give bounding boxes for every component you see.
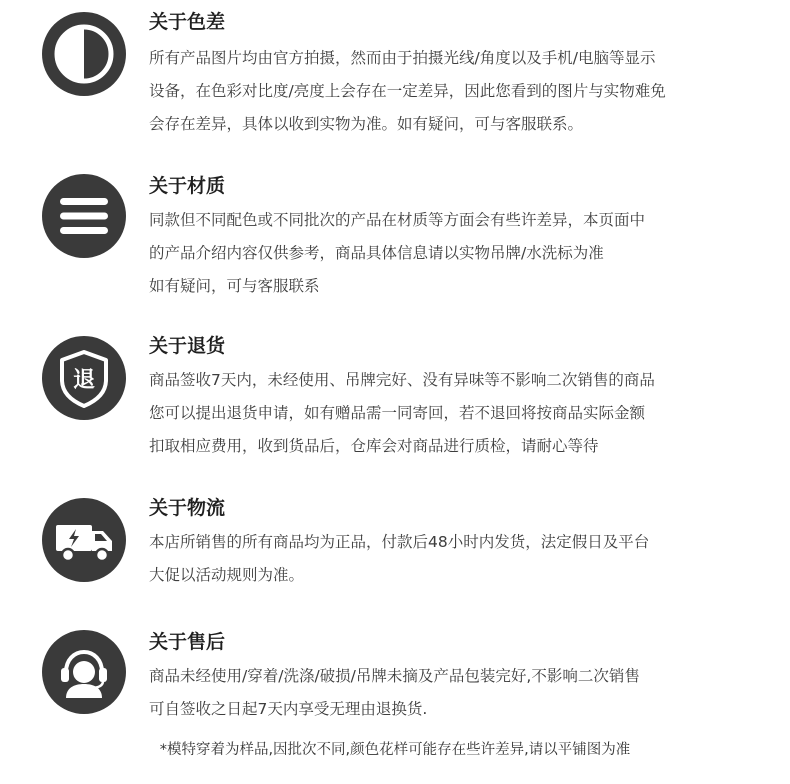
section-text-line: 商品未经使用/穿着/洗涤/破损/吊牌未摘及产品包装完好,不影响二次销售 — [149, 667, 640, 685]
delivery-truck-icon — [42, 498, 126, 582]
menu-lines-icon — [42, 174, 126, 258]
section-title: 关于物流 — [149, 497, 226, 519]
half-circle-icon — [42, 12, 126, 96]
section-text-line: 的产品介绍内容仅供参考，商品具体信息请以实物吊牌/水洗标为准 — [149, 244, 604, 262]
section-text-line: 如有疑问，可与客服联系 — [149, 277, 320, 295]
section-title: 关于退货 — [149, 335, 226, 357]
section-title: 关于售后 — [149, 631, 226, 653]
section-title: 关于色差 — [149, 11, 226, 33]
section-text-line: 大促以活动规则为准。 — [149, 566, 305, 584]
section-text-line: 设备，在色彩对比度/亮度上会存在一定差异，因此您看到的图片与实物难免 — [149, 82, 666, 100]
section-text-line: 商品签收7天内，未经使用、吊牌完好、没有异味等不影响二次销售的商品 — [149, 371, 655, 389]
section-text-line: 本店所销售的所有商品均为正品，付款后48小时内发货，法定假日及平台 — [149, 533, 650, 551]
return-shield-icon — [42, 336, 126, 420]
section-text-line: 会存在差异，具体以收到实物为准。如有疑问，可与客服联系。 — [149, 115, 584, 133]
footer-note: *模特穿着为样品,因批次不同,颜色花样可能存在些许差异,请以平铺图为准 — [159, 742, 631, 758]
section-text-line: 扣取相应费用，收到货品后，仓库会对商品进行质检，请耐心等待 — [149, 437, 599, 455]
section-text-line: 可自签收之日起7天内享受无理由退换货. — [149, 700, 428, 718]
return-glyph: 退 — [72, 368, 96, 393]
section-text-line: 同款但不同配色或不同批次的产品在材质等方面会有些许差异，本页面中 — [149, 211, 646, 229]
section-text-line: 您可以提出退货申请，如有赠品需一同寄回，若不退回将按商品实际金额 — [149, 404, 646, 422]
customer-service-icon — [42, 630, 126, 714]
section-title: 关于材质 — [149, 175, 226, 197]
section-text-line: 所有产品图片均由官方拍摄，然而由于拍摄光线/角度以及手机/电脑等显示 — [149, 49, 656, 67]
